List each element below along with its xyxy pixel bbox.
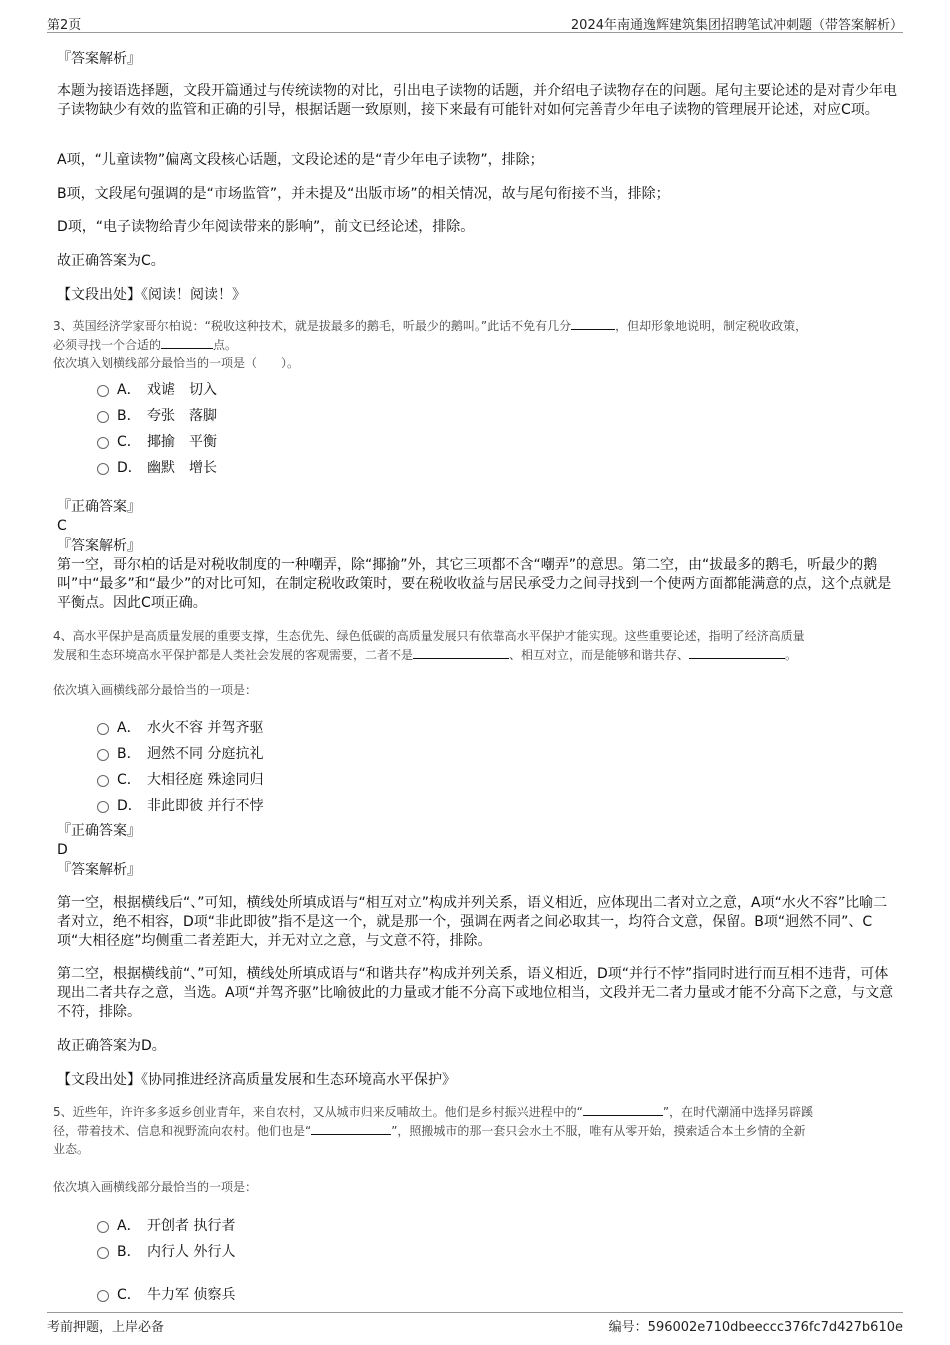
q3-option-a[interactable]: A． 戏谑 切入 xyxy=(97,379,217,399)
radio-icon[interactable] xyxy=(97,1221,109,1233)
page-footer xyxy=(47,1312,903,1335)
q3-blank-1 xyxy=(571,316,615,330)
q4-conclusion: 故正确答案为D。 xyxy=(57,1038,166,1054)
q4-analysis-para-1: 第一空，根据横线后“、”可知，横线处所填成语与“相互对立”构成并列关系，语义相近，应体现出二者对立之意，A项“水火不容”比喻二者对立，绝不相容，D项“非此即彼”指不是这一个，就是那一个，强调在两者之间必取其一，均符合文意，保留。B项“迥然不同”、C项“大相径庭”均侧重二者差距大，并无对立之意，与文意不符，排除。 xyxy=(57,895,888,949)
q2-option-d-note: D项，“电子读物给青少年阅读带来的影响”，前文已经论述，排除。 xyxy=(57,219,475,235)
q3-option-d[interactable]: D． 幽默 增长 xyxy=(97,457,217,477)
q5-blank-1 xyxy=(583,1102,663,1116)
document-id: 编号：596002e710dbeeccc376fc7d427b610e xyxy=(608,1320,903,1335)
page-header xyxy=(47,12,903,33)
radio-icon[interactable] xyxy=(97,801,109,813)
q4-option-a[interactable]: A． 水火不容 并驾齐驱 xyxy=(97,717,263,737)
q4-option-c[interactable]: C． 大相径庭 殊途同归 xyxy=(97,769,263,789)
q4-correct-label: 『正确答案』 xyxy=(57,823,141,839)
q3-prompt: 依次填入划横线部分最恰当的一项是（ ）。 xyxy=(53,356,300,370)
q4-stem: 4、高水平保护是高质量发展的重要支撑，生态优先、绿色低碳的高质量发展只有依靠高水平保护才能实现。这些重要论述，指明了经济高质量 发展和生态环境高水平保护都是人类社会发展的客观需要，二者不是 、相互对立，而是能够和谐共存、 。 xyxy=(53,629,805,662)
q4-option-b[interactable]: B． 迥然不同 分庭抗礼 xyxy=(97,743,263,763)
q3-blank-2 xyxy=(161,335,213,349)
document-title: 2024年南通逸辉建筑集团招聘笔试冲刺题（带答案解析） xyxy=(570,18,903,33)
q2-conclusion: 故正确答案为C。 xyxy=(57,253,165,269)
radio-icon[interactable] xyxy=(97,437,109,449)
q4-blank-2 xyxy=(689,645,785,659)
q4-analysis-label: 『答案解析』 xyxy=(57,862,141,878)
radio-icon[interactable] xyxy=(97,775,109,787)
q2-option-a-note: A项，“儿童读物”偏离文段核心话题，文段论述的是“青少年电子读物”，排除； xyxy=(57,152,544,168)
q2-analysis-para: 本题为接语选择题，文段开篇通过与传统读物的对比，引出电子读物的话题，并介绍电子读物存在的问题。尾句主要论述的是对青少年电子读物缺少有效的监管和正确的引导，根据话题一致原则，接下来最有可能针对如何完善青少年电子读物的管理展开论述，对应C项。 xyxy=(57,83,897,118)
footer-slogan: 考前押题，上岸必备 xyxy=(47,1320,165,1335)
q4-option-d[interactable]: D． 非此即彼 并行不悖 xyxy=(97,795,263,815)
radio-icon[interactable] xyxy=(97,385,109,397)
q5-stem: 5、近些年，许许多多返乡创业青年，来自农村，又从城市归来反哺故土。他们是乡村振兴进程中的“ ”，在时代潮涌中选择另辟蹊 径，带着技术、信息和视野流向农村。他们也是“ ”，照搬城市的那一套只会水土不服，唯有从零开始，摸索适合本土乡情的全新 业态。 xyxy=(53,1102,893,1158)
radio-icon[interactable] xyxy=(97,1247,109,1259)
q5-option-b[interactable]: B． 内行人 外行人 xyxy=(97,1241,235,1261)
q3-stem: 3、英国经济学家哥尔柏说：“税收这种技术，就是拔最多的鹅毛，听最少的鹅叫。”此话不免有几分 ，但却形象地说明，制定税收政策， 必须寻找一个合适的 点。 依次填入划横线部分最恰当的一项是（ ）。 xyxy=(53,316,893,372)
q2-analysis-label: 『答案解析』 xyxy=(57,51,141,67)
q2-option-b-note: B项，文段尾句强调的是“市场监管”，并未提及“出版市场”的相关情况，故与尾句衔接不当，排除； xyxy=(57,186,670,202)
q5-option-c[interactable]: C． 牛力军 侦察兵 xyxy=(97,1284,235,1304)
q3-option-c[interactable]: C． 揶揄 平衡 xyxy=(97,431,217,451)
q3-correct-label: 『正确答案』 xyxy=(57,499,141,515)
radio-icon[interactable] xyxy=(97,411,109,423)
radio-icon[interactable] xyxy=(97,463,109,475)
q5-prompt: 依次填入画横线部分最恰当的一项是： xyxy=(53,1180,258,1194)
q4-blank-1 xyxy=(413,645,509,659)
q4-prompt: 依次填入画横线部分最恰当的一项是： xyxy=(53,683,258,697)
q2-source: 【文段出处】《阅读！阅读！》 xyxy=(57,287,246,303)
q5-option-a[interactable]: A． 开创者 执行者 xyxy=(97,1215,235,1235)
q3-analysis: 第一空，哥尔柏的话是对税收制度的一种嘲弄，除“揶揄”外，其它三项都不含“嘲弄”的意思。第二空，由“拔最多的鹅毛，听最少的鹅叫”中“最多”和“最少”的对比可知，在制定税收政策时，要在税收收益与居民承受力之间寻找到一个使两方面都能满意的点，这个点就是平衡点。因此C项正确。 xyxy=(57,557,892,611)
q3-answer: C xyxy=(57,518,67,534)
radio-icon[interactable] xyxy=(97,749,109,761)
q4-analysis-para-2: 第二空，根据横线前“、”可知，横线处所填成语与“和谐共存”构成并列关系，语义相近，D项“并行不悖”指同时进行而互相不违背，可体现出二者共存之意，当选。A项“并驾齐驱”比喻彼此的力量或才能不分高下或地位相当，文段并无二者力量或才能不分高下之意，与文意不符，排除。 xyxy=(57,966,894,1020)
q4-answer: D xyxy=(57,842,68,858)
q3-option-b[interactable]: B． 夸张 落脚 xyxy=(97,405,217,425)
q4-source: 【文段出处】《协同推进经济高质量发展和生态环境高水平保护》 xyxy=(57,1072,456,1088)
radio-icon[interactable] xyxy=(97,723,109,735)
q3-analysis-label: 『答案解析』 xyxy=(57,538,141,554)
page-number: 第2页 xyxy=(47,18,82,33)
radio-icon[interactable] xyxy=(97,1290,109,1302)
q5-blank-2 xyxy=(311,1121,391,1135)
